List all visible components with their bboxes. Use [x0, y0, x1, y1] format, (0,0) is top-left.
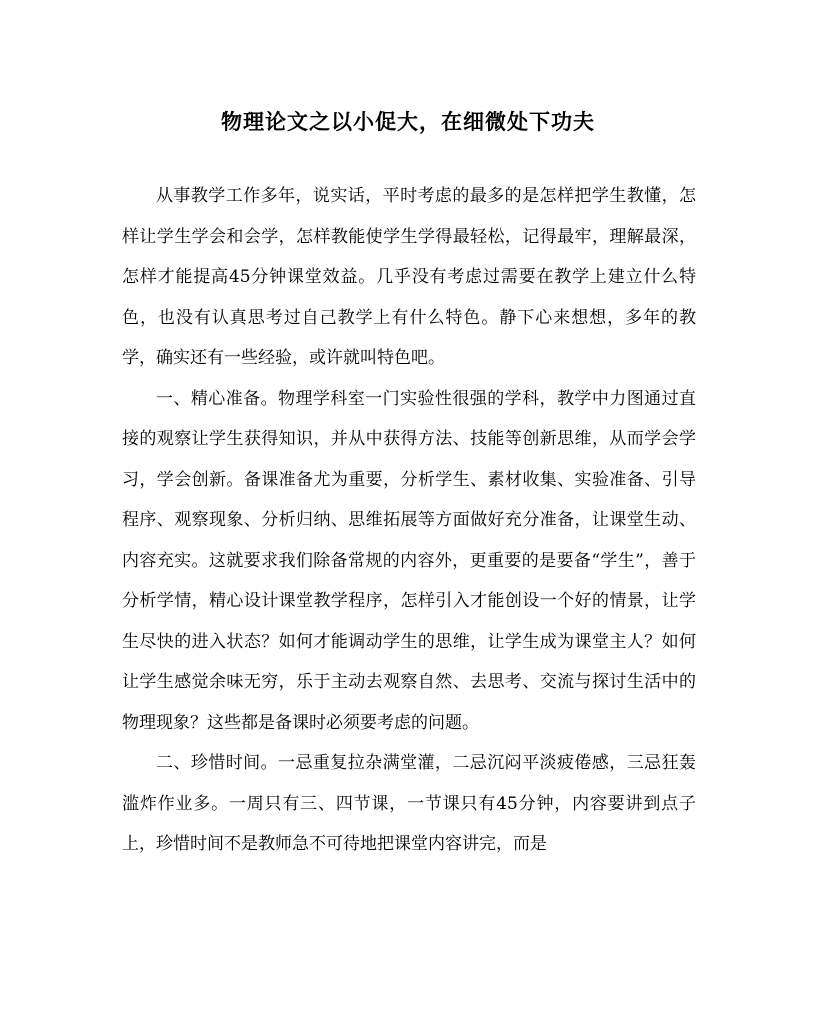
paragraph-preparation: 一、精心准备。物理学科室一门实验性很强的学科，教学中力图通过直接的观察让学生获得知识，并从中获得方法、技能等创新思维，从而学会学习，学会创新。备课准备尤为重要，分析学生、素材收集、实验准备、引导程序、观察现象、分析归纳、思维拓展等方面做好充分准备，让课堂生动、内容充实。这就要求我们除备常规的内容外，更重要的是要备“学生”，善于分析学情，精心设计课堂教学程序，怎样引入才能创设一个好的情景，让学生尽快的进入状态？如何才能调动学生的思维，让学生成为课堂主人？如何让学生感觉余味无穷，乐于主动去观察自然、去思考、交流与探讨生活中的物理现象？这些都是备课时必须要考虑的问题。 [122, 388, 696, 733]
page-title: 物理论文之以小促大，在细微处下功夫 [221, 109, 595, 134]
paragraph-time: 二、珍惜时间。一忌重复拉杂满堂灌，二忌沉闷平淡疲倦感，三忌狂轰滥炸作业多。一周只有三、四节课，一节课只有45分钟，内容要讲到点子上，珍惜时间不是教师急不可待地把课堂内容讲完，而是 [122, 753, 696, 854]
paragraph-intro: 从事教学工作多年，说实话，平时考虑的最多的是怎样把学生教懂，怎样让学生学会和会学，怎样教能使学生学得最轻松，记得最牢，理解最深，怎样才能提高45分钟课堂效益。几乎没有考虑过需要在教学上建立什么特色，也没有认真思考过自己教学上有什么特色。静下心来想想，多年的教学，确实还有一些经验，或许就叫特色吧。 [122, 186, 696, 368]
document-body [122, 176, 696, 865]
